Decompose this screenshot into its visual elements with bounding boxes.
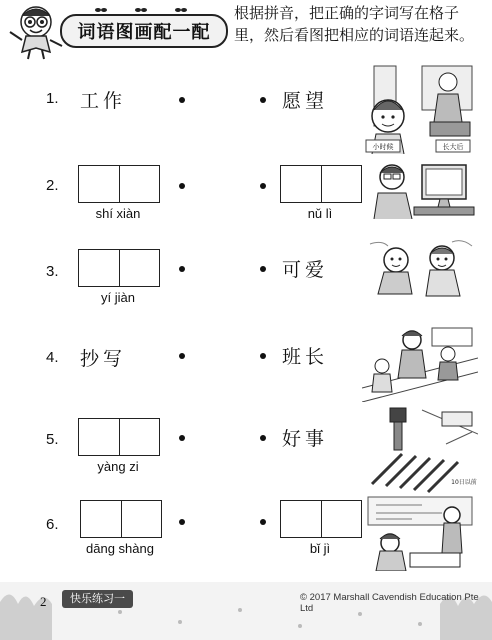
row-1-right-dot[interactable] xyxy=(260,97,266,103)
row-3-right-word: 可爱 xyxy=(282,259,329,281)
row-4-left-word: 抄写 xyxy=(80,348,127,370)
row-4-right-word: 班长 xyxy=(282,346,329,368)
row-2-right-dot[interactable] xyxy=(260,183,266,189)
row-4-right-dot[interactable] xyxy=(260,353,266,359)
row-6-left-writing-box[interactable] xyxy=(80,500,162,538)
row-5-right-dot[interactable] xyxy=(260,435,266,441)
section-title xyxy=(60,14,228,48)
row-1-left-word: 工作 xyxy=(80,90,127,112)
row-3-left-pinyin: yí jiàn xyxy=(101,290,135,305)
footer-section-tag: 快乐练习一 xyxy=(62,590,133,608)
row-6-number: 6. xyxy=(46,516,59,533)
row-5-left-writing-box[interactable] xyxy=(78,418,160,456)
section-title-text: 词语图画配一配 xyxy=(77,22,211,43)
pic1-sign-right: 长大后 xyxy=(442,143,464,151)
picture-working-at-computer xyxy=(362,157,478,219)
row-1-number: 1. xyxy=(46,90,59,107)
row-5-left-dot[interactable] xyxy=(179,435,185,441)
row-3-right-dot[interactable] xyxy=(260,266,266,272)
row-5-left-pinyin: yàng zi xyxy=(97,459,139,474)
row-6-left-dot[interactable] xyxy=(179,519,185,525)
row-2-left-pinyin: shí xiàn xyxy=(95,206,141,221)
picture-cute-babies xyxy=(362,236,478,302)
picture-classroom-monitor xyxy=(362,318,478,402)
pic1-sign-left: 小时候 xyxy=(372,143,394,151)
row-1-left-dot[interactable] xyxy=(179,97,185,103)
picture-writing-notes xyxy=(362,493,478,571)
instructions-text: 根据拼音，把正确的字词写在格子里，然后看图把相应的词语连起来。 xyxy=(234,4,475,44)
picture-good-deed-crossing xyxy=(362,404,478,494)
row-4-left-dot[interactable] xyxy=(179,353,185,359)
row-6-right-pinyin: bǐ jì xyxy=(309,541,331,556)
row-2-left-dot[interactable] xyxy=(179,183,185,189)
row-2-number: 2. xyxy=(46,177,59,194)
row-3-left-dot[interactable] xyxy=(179,266,185,272)
row-5-number: 5. xyxy=(46,431,59,448)
pic5-sign: 10日以前 xyxy=(451,479,477,486)
row-2-left-writing-box[interactable] xyxy=(78,165,160,203)
row-5-right-word: 好事 xyxy=(282,428,329,450)
row-2-right-pinyin: nǔ lì xyxy=(307,206,333,221)
row-2-right-writing-box[interactable] xyxy=(280,165,362,203)
mascot-illustration xyxy=(8,2,64,60)
row-3-number: 3. xyxy=(46,263,59,280)
row-6-right-dot[interactable] xyxy=(260,519,266,525)
page-number: 2 xyxy=(40,594,47,609)
picture-dream-aspiration xyxy=(362,62,478,154)
row-3-left-writing-box[interactable] xyxy=(78,249,160,287)
row-6-right-writing-box[interactable] xyxy=(280,500,362,538)
row-4-number: 4. xyxy=(46,349,59,366)
row-6-left-pinyin: dāng shàng xyxy=(86,541,154,556)
row-1-right-word: 愿望 xyxy=(282,90,329,112)
copyright-notice: © 2017 Marshall Cavendish Education Pte Ltd xyxy=(300,592,479,614)
